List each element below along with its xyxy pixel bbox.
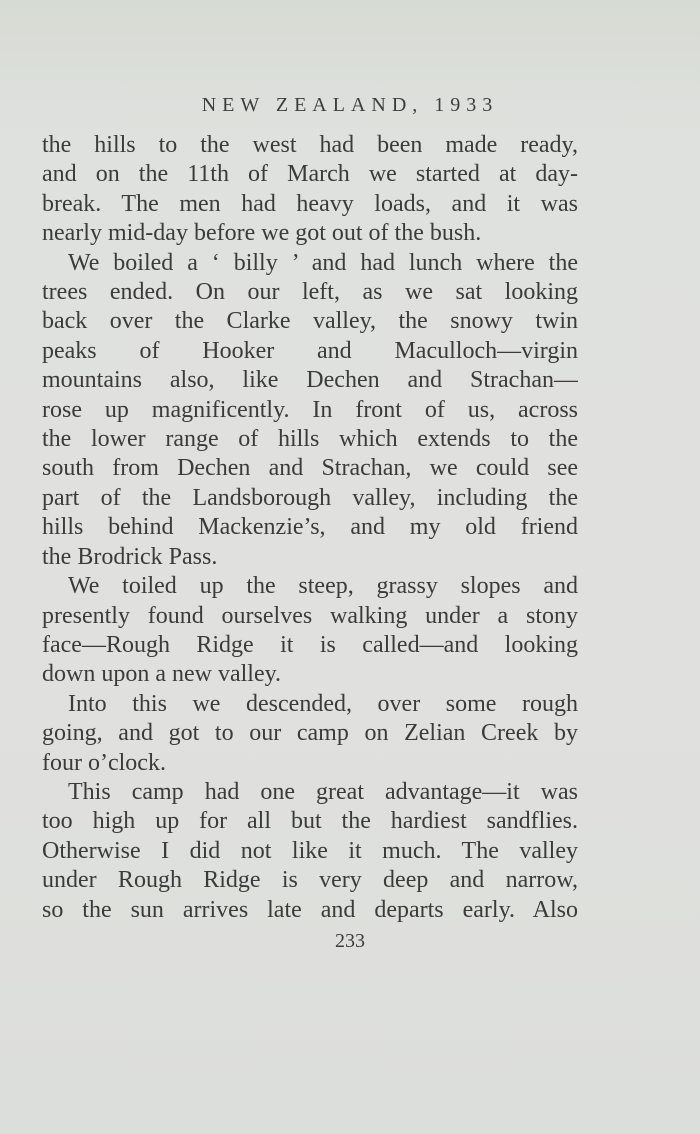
text-line: down upon a new valley. xyxy=(42,661,282,688)
body-text xyxy=(42,131,578,925)
text-line: trees ended. On our left, as we sat looking xyxy=(42,279,578,306)
text-line: rose up magnificently. In front of us, across xyxy=(42,396,578,423)
text-line: under Rough Ridge is very deep and narrow, xyxy=(42,867,578,894)
text-line: the hills to the west had been made ready, xyxy=(42,132,578,158)
text-line: nearly mid-day before we got out of the bush. xyxy=(42,220,482,247)
text-line: part of the Landsborough valley, including the xyxy=(42,484,578,511)
running-head: NEW ZEALAND, 1933 xyxy=(201,94,499,116)
text-line: hills behind Mackenzie’s, and my old friend xyxy=(42,514,578,541)
text-line: mountains also, like Dechen and Strachan— xyxy=(42,367,578,394)
text-line: This camp had one great advantage—it was xyxy=(68,778,578,805)
text-line: presently found ourselves walking under a stony xyxy=(42,602,578,629)
text-line: We toiled up the steep, grassy slopes and xyxy=(68,573,578,600)
text-line: so the sun arrives late and departs early. Also xyxy=(42,896,578,923)
page-number: 233 xyxy=(335,930,365,952)
text-line: south from Dechen and Strachan, we could see xyxy=(42,455,578,482)
text-line: peaks of Hooker and Maculloch—virgin xyxy=(42,337,578,364)
text-line: break. The men had heavy loads, and it was xyxy=(42,190,578,217)
text-line: back over the Clarke valley, the snowy twin xyxy=(42,308,578,335)
text-line: four o’clock. xyxy=(42,749,166,776)
text-line: and on the 11th of March we started at day- xyxy=(42,161,578,188)
text-line: too high up for all but the hardiest sandflies. xyxy=(42,808,578,835)
text-line: Into this we descended, over some rough xyxy=(68,690,578,717)
text-line: the lower range of hills which extends to the xyxy=(42,426,578,453)
text-line: Otherwise I did not like it much. The valley xyxy=(42,837,578,864)
text-line: face—Rough Ridge it is called—and looking xyxy=(42,631,578,658)
text-line: We boiled a ‘ billy ’ and had lunch where the xyxy=(68,249,578,276)
text-line: going, and got to our camp on Zelian Creek by xyxy=(42,720,578,747)
text-line: the Brodrick Pass. xyxy=(42,543,218,570)
